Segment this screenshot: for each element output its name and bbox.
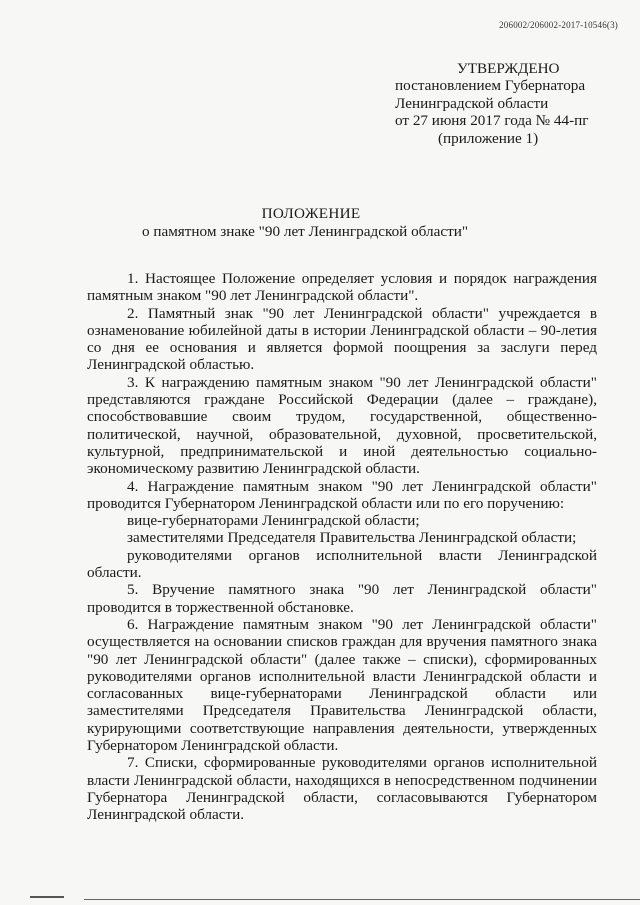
paragraph-5: 5. Вручение памятного знака "90 лет Ленинградской области" проводится в торжественной обстановке. — [87, 581, 597, 616]
page-bottom-edge — [84, 899, 640, 900]
approval-line-2: Ленинградской области — [395, 94, 549, 112]
paragraph-4-item-1: вице-губернаторами Ленинградской области; — [127, 512, 420, 530]
document-title: ПОЛОЖЕНИЕ — [261, 205, 361, 222]
document-body — [87, 270, 597, 824]
document-subtitle: о памятном знаке "90 лет Ленинградской области" — [141, 223, 469, 240]
paragraph-1: 1. Настоящее Положение определяет условия и порядок награждения памятным знаком "90 лет Ленинградской области". — [87, 270, 597, 305]
approval-annex: (приложение 1) — [438, 129, 539, 147]
approval-stamp-block — [395, 60, 625, 147]
document-registration-number: 206002/206002-2017-10546(3) — [499, 20, 618, 30]
document-heading — [0, 205, 640, 241]
paragraph-4-item-2: заместителями Председателя Правительства Ленинградской области; — [127, 529, 577, 547]
paragraph-3: 3. К награждению памятным знаком "90 лет Ленинградской области" представляются граждане Российской Федерации (далее – граждане), способствовавшие своим трудом, государственной, общественно-политической, научной, образовательной, духовной, просветительской, культурной, предпринимательской и иной деятельностью социально-экономическому развитию Ленинградской области. — [87, 373, 597, 478]
approval-line-3: от 27 июня 2017 года № 44-пг — [395, 112, 589, 130]
paragraph-6: 6. Награждение памятным знаком "90 лет Ленинградской области" осуществляется на основании списков граждан для вручения памятного знака "90 лет Ленинградской области" (далее также – списки), сформированных руководителями органов исполнительной власти Ленинградской области и согласованных вице-губернаторами Ленинградской области или заместителями Председателя Правительства Ленинградской области, курирующими соответствующие направления деятельности, утвержденных Губернатором Ленинградской области. — [87, 615, 597, 755]
approval-title: УТВЕРЖДЕНО — [457, 60, 560, 77]
scan-edge-mark — [30, 896, 64, 902]
paragraph-4-item-3: руководителями органов исполнительной власти Ленинградской области. — [87, 546, 597, 582]
approval-line-1: постановлением Губернатора — [395, 77, 586, 95]
paragraph-4: 4. Награждение памятным знаком "90 лет Ленинградской области" проводится Губернатором Ленинградской области или по его поручению: — [87, 477, 597, 512]
paragraph-2: 2. Памятный знак "90 лет Ленинградской области" учреждается в ознаменование юбилейной даты в истории Ленинградской области – 90-летия со дня ее основания и является формой поощрения за заслуги перед Ленинградской областью. — [87, 304, 597, 374]
paragraph-7: 7. Списки, сформированные руководителями органов исполнительной власти Ленинградской области, находящихся в непосредственном подчинении Губернатора Ленинградской области, согласовываются Губернатором Ленинградской области. — [87, 754, 597, 824]
